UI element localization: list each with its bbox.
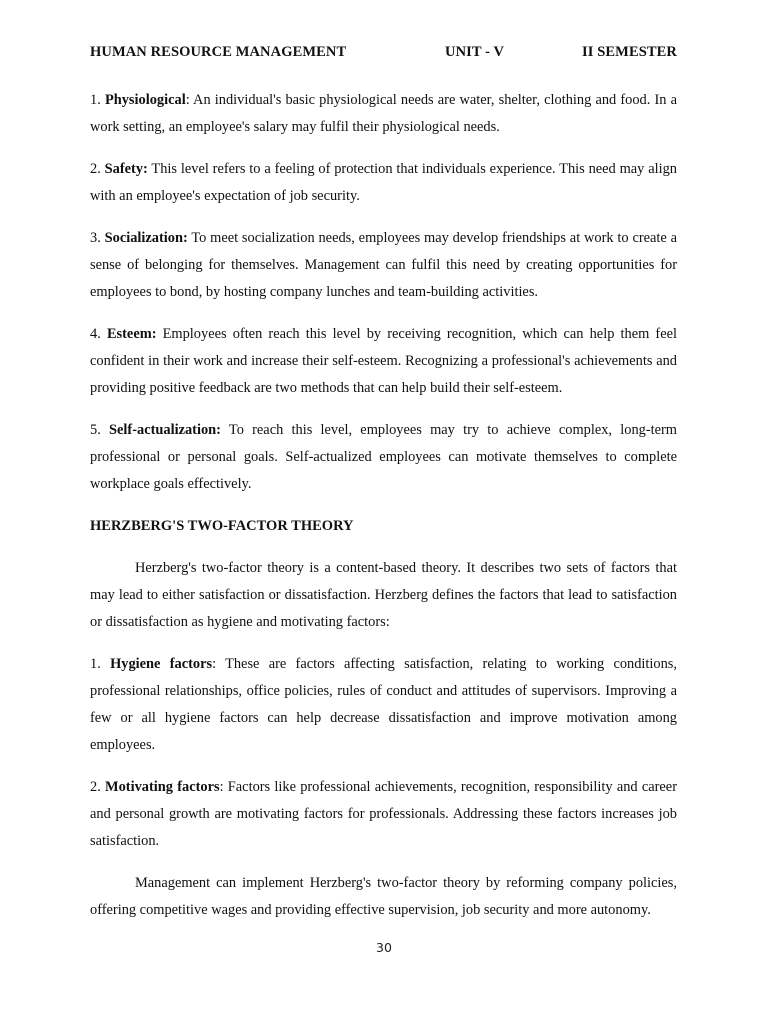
need-number: 4. <box>90 326 107 342</box>
need-number: 1. <box>90 92 105 108</box>
need-number: 5. <box>90 422 110 438</box>
need-number: 3. <box>90 230 105 246</box>
intro-paragraph: Herzberg's two-factor theory is a content-based theory. It describes two sets of factors that may lead to either satisfaction or dissatisfaction. Herzberg defines the factors that lead to satisfaction or dissatisfaction as hygiene and motivating factors: <box>90 560 677 630</box>
need-term: Physiological <box>104 92 186 108</box>
header-semester: II SEMESTER <box>582 44 677 60</box>
factor-text: : Factors like professional achievements, recognition, responsibility and career and personal growth are motivating factors for professionals. Addressing these factors increases job satisfaction. <box>90 779 677 849</box>
need-term: Self-actualization: <box>109 422 221 438</box>
page-number: 30 <box>376 940 392 955</box>
running-header <box>90 44 677 66</box>
need-term: Socialization: <box>104 230 188 246</box>
need-text: : An individual's basic physiological needs are water, shelter, clothing and food. In a work setting, an employee's salary may fulfil their physiological needs. <box>90 92 677 135</box>
factor-text: : These are factors affecting satisfaction, relating to working conditions, professional relationships, office policies, rules of conduct and attitudes of supervisors. Improving a few or all hygiene factors can help decrease dissatisfaction and improve motivation among employees. <box>90 656 678 753</box>
need-safety <box>90 156 677 210</box>
need-number: 2. <box>90 161 105 177</box>
factor-number: 1. <box>90 656 111 672</box>
factor-term: Hygiene factors <box>110 656 213 672</box>
factor-hygiene <box>90 651 677 759</box>
factor-motivating <box>90 774 677 855</box>
need-text: Employees often reach this level by receiving recognition, which can help them feel confident in their work and increase their self-esteem. Recognizing a professional's achievements and providing positive feedback are two methods that can help build their self-esteem. <box>90 326 677 396</box>
need-text: To meet socialization needs, employees may develop friendships at work to create a sense of belonging for themselves. Management can fulfil this need by creating opportunities for employees to bond, by hosting company lunches and team-building activities. <box>90 230 677 300</box>
header-unit: UNIT - V <box>445 44 505 60</box>
need-text: This level refers to a feeling of protection that individuals experience. This need may align with an employee's expectation of job security. <box>90 161 678 204</box>
section-heading: HERZBERG'S TWO-FACTOR THEORY <box>90 518 354 534</box>
document-page <box>90 44 677 924</box>
need-self-actualization <box>90 417 677 498</box>
header-course-title: HUMAN RESOURCE MANAGEMENT <box>90 44 347 60</box>
factor-term: Motivating factors <box>105 779 220 795</box>
closing-paragraph: Management can implement Herzberg's two-factor theory by reforming company policies, offering competitive wages and providing effective supervision, job security and more autonomy. <box>90 875 677 918</box>
need-esteem <box>90 321 677 402</box>
need-physiological <box>90 87 677 141</box>
factor-number: 2. <box>90 779 106 795</box>
need-socialization <box>90 225 677 306</box>
need-term: Esteem: <box>106 326 157 342</box>
need-text: To reach this level, employees may try to achieve complex, long-term professional or personal goals. Self-actualized employees can motivate themselves to complete workplace goals effectively. <box>90 422 678 492</box>
need-term: Safety: <box>104 161 148 177</box>
